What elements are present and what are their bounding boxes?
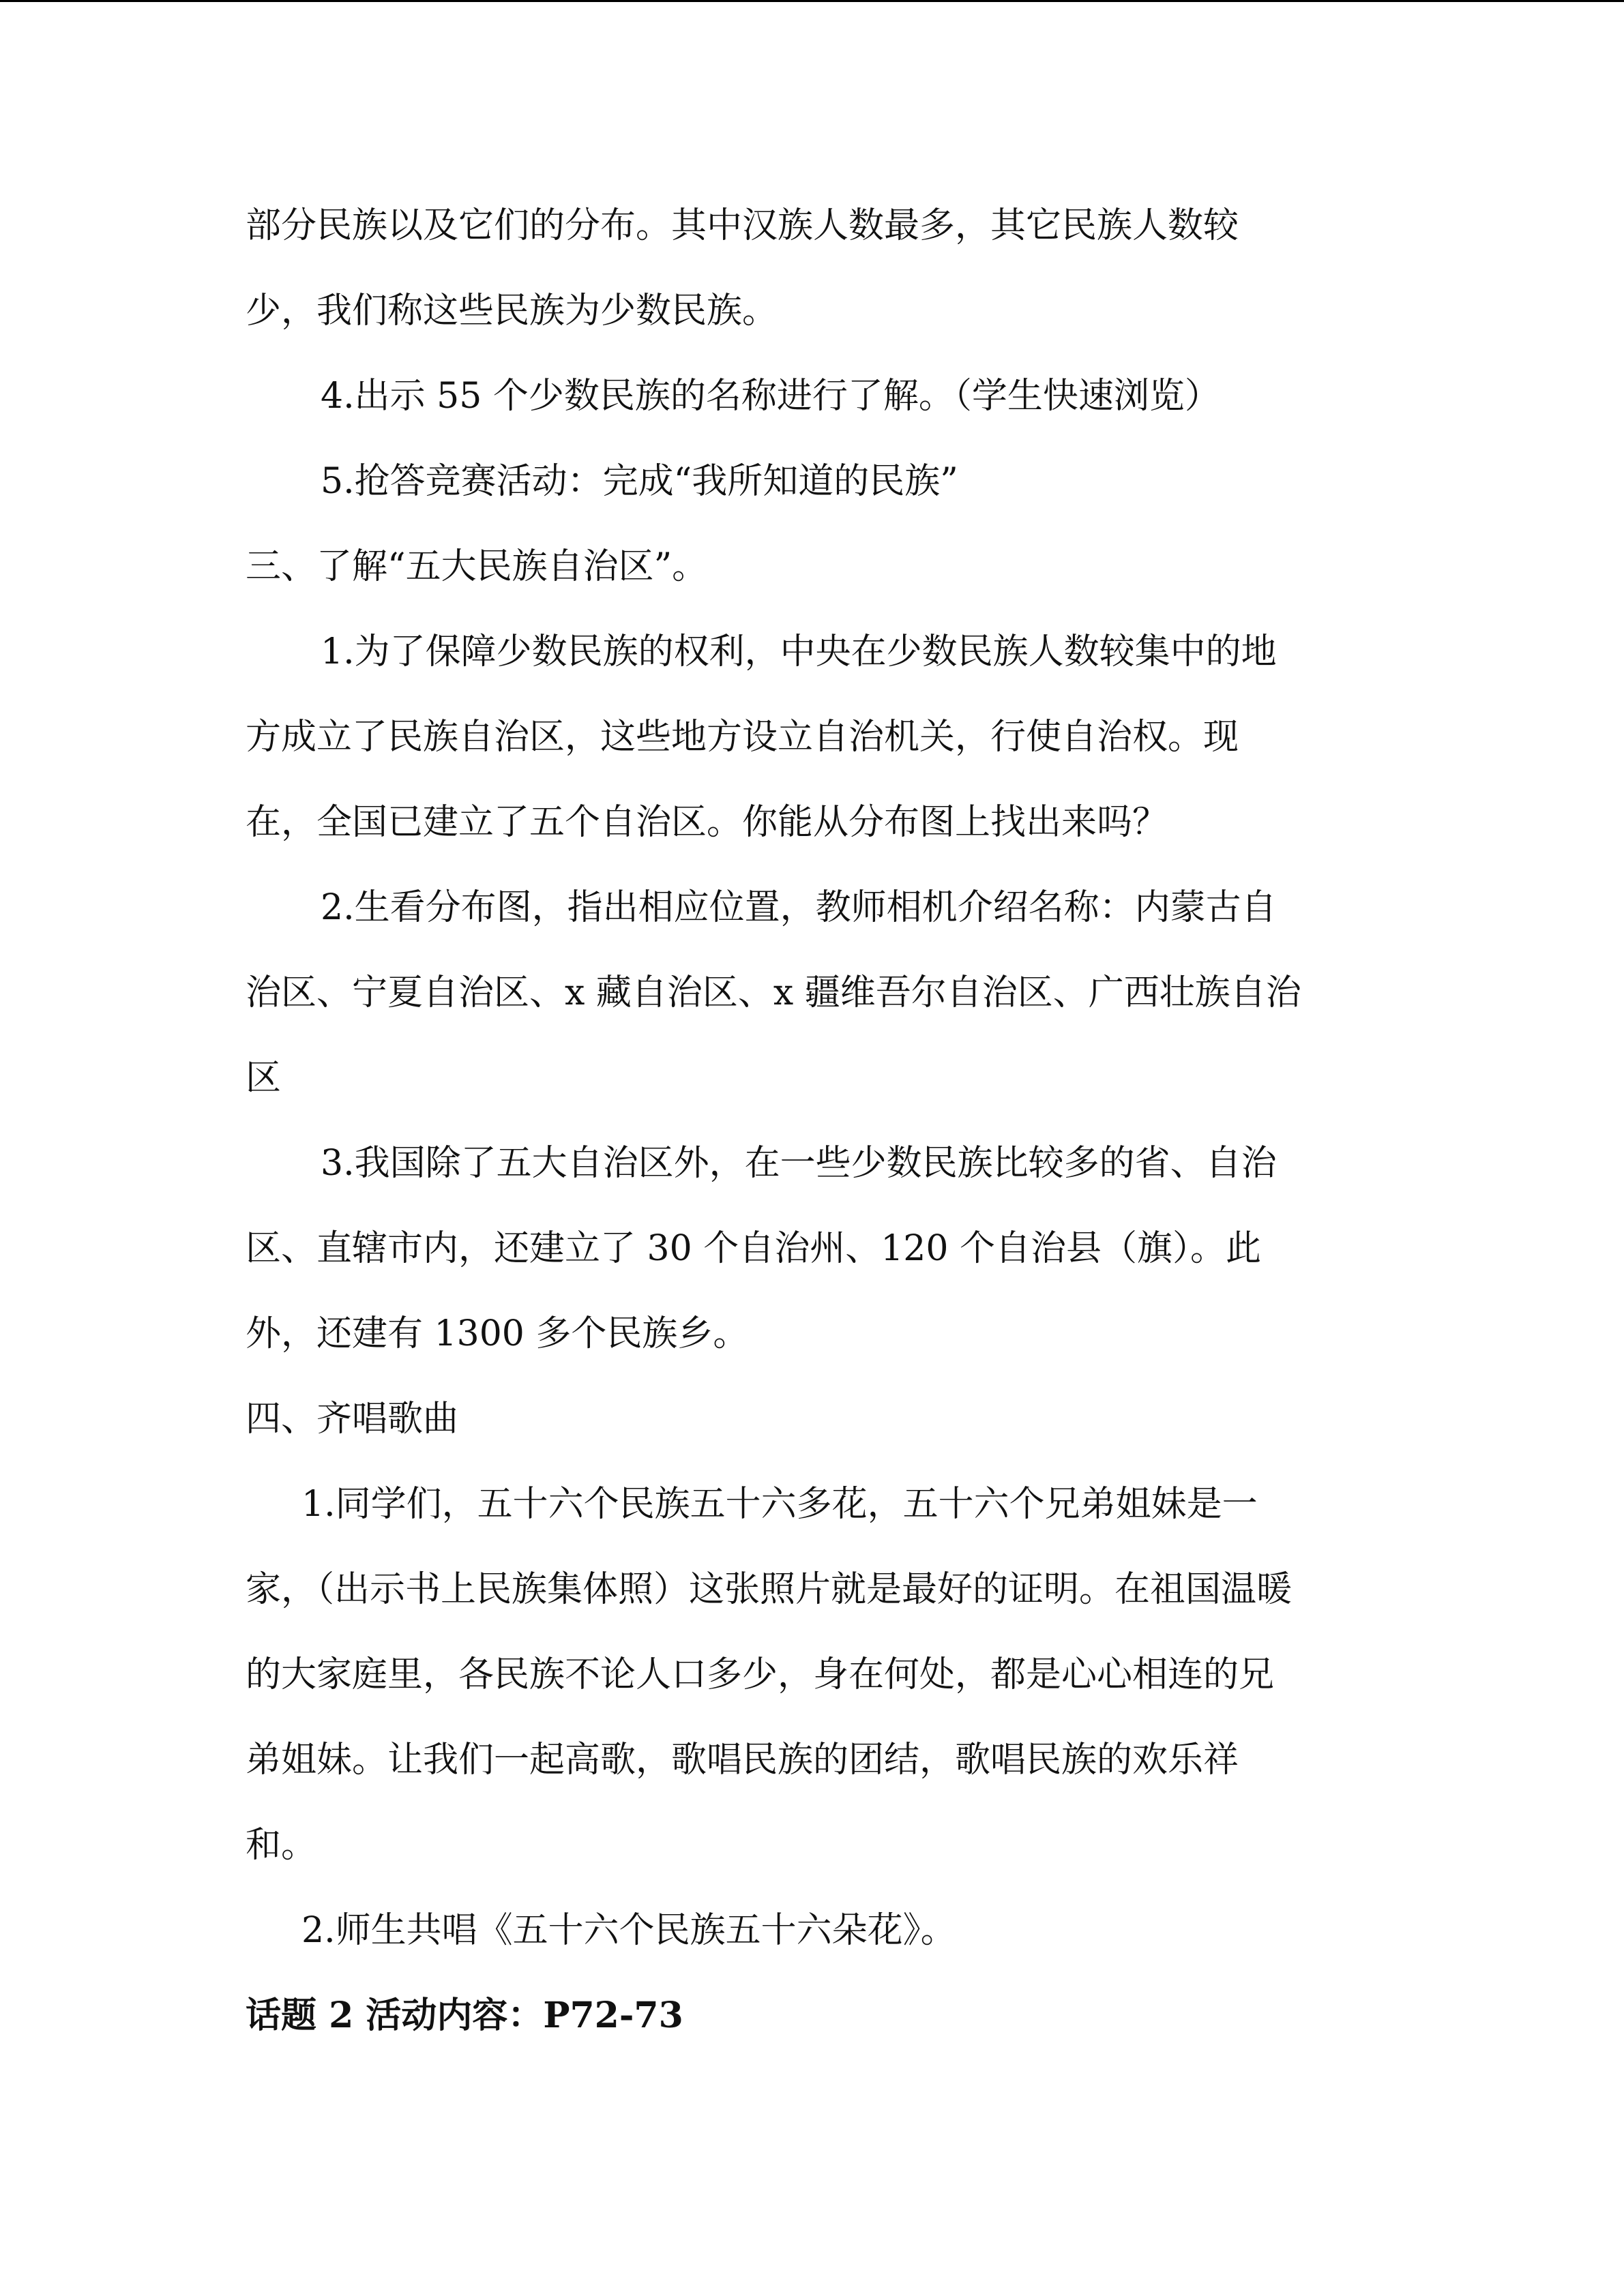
body-text-line: 家，（出示书上民族集体照）这张照片就是最好的证明。在祖国温暖 bbox=[246, 1569, 1293, 1610]
numbered-item: 2.师生共唱《五十六个民族五十六朵花》。 bbox=[301, 1910, 956, 1951]
body-text-line: 区、直辖市内，还建立了 30 个自治州、120 个自治县（旗）。此 bbox=[246, 1228, 1262, 1269]
body-text-line: 弟姐妹。让我们一起高歌，歌唱民族的团结，歌唱民族的欢乐祥 bbox=[246, 1740, 1239, 1780]
numbered-item: 5.抢答竞赛活动：完成“我所知道的民族” bbox=[321, 461, 958, 502]
body-text-line: 在，全国已建立了五个自治区。你能从分布图上找出来吗？ bbox=[246, 802, 1168, 843]
numbered-item: 4.出示 55 个少数民族的名称进行了解。（学生快速浏览） bbox=[321, 376, 1220, 417]
numbered-item: 1.同学们，五十六个民族五十六多花，五十六个兄弟姐妹是一 bbox=[301, 1484, 1258, 1525]
body-text-line: 部分民族以及它们的分布。其中汉族人数最多，其它民族人数较 bbox=[246, 205, 1239, 246]
body-text-line: 少，我们称这些民族为少数民族。 bbox=[246, 290, 778, 331]
section-heading: 四、齐唱歌曲 bbox=[246, 1399, 459, 1440]
page-top-border bbox=[0, 0, 1624, 2]
body-text-line: 的大家庭里，各民族不论人口多少，身在何处，都是心心相连的兄 bbox=[246, 1654, 1275, 1695]
numbered-item: 1.为了保障少数民族的权利，中央在少数民族人数较集中的地 bbox=[321, 631, 1277, 672]
body-text-line: 治区、宁夏自治区、x 藏自治区、x 疆维吾尔自治区、广西壮族自治 bbox=[246, 972, 1301, 1013]
body-text-line: 和。 bbox=[246, 1825, 317, 1866]
numbered-item: 3.我国除了五大自治区外，在一些少数民族比较多的省、自治 bbox=[321, 1143, 1277, 1184]
topic-heading: 话题 2 活动内容：P72-73 bbox=[246, 1995, 683, 2036]
body-text-line: 外，还建有 1300 多个民族乡。 bbox=[246, 1313, 749, 1354]
body-text-line: 区 bbox=[246, 1058, 282, 1099]
numbered-item: 2.生看分布图，指出相应位置，教师相机介绍名称：内蒙古自 bbox=[321, 887, 1277, 928]
body-text-line: 方成立了民族自治区，这些地方设立自治机关，行使自治权。现 bbox=[246, 717, 1239, 758]
document-page bbox=[246, 205, 1378, 2080]
section-heading: 三、了解“五大民族自治区”。 bbox=[246, 546, 708, 587]
